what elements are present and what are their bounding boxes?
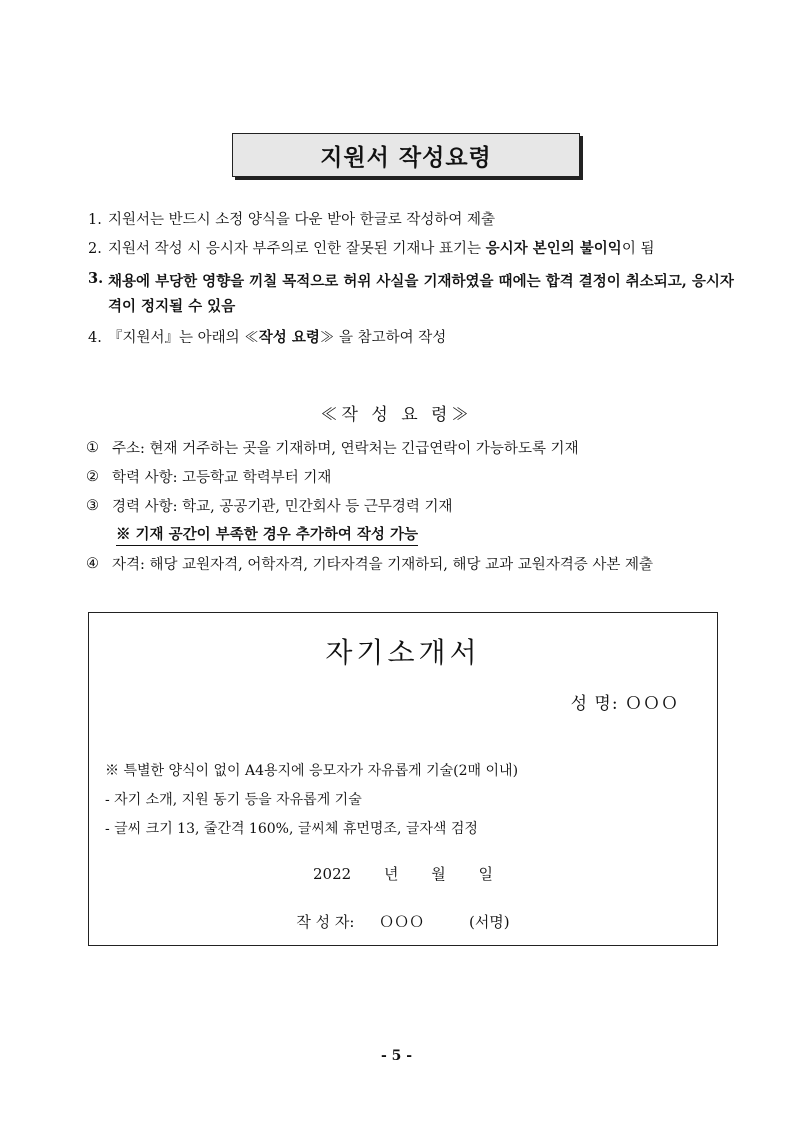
signature-line <box>89 911 717 932</box>
name-value: ＯＯＯ <box>625 694 679 714</box>
rule-number: 4. <box>88 330 102 347</box>
rule-number: 2. <box>88 241 102 258</box>
self-introduction-box <box>88 612 718 946</box>
guide-list <box>86 433 746 578</box>
guide-title: ≪작 성 요 령≫ <box>320 405 473 425</box>
instruction-line: ※ 특별한 양식이 없이 A4용지에 응모자가 자유롭게 기술(2매 이내) <box>105 762 519 779</box>
guide-text: 경력 사항: 학교, 공공기관, 민간회사 등 근무경력 기재 <box>112 499 453 515</box>
instruction-line: - 글씨 크기 13, 줄간격 160%, 글씨체 휴먼명조, 글자색 검정 <box>105 820 478 837</box>
rule-item-1 <box>88 210 738 230</box>
rule-number: 1. <box>88 212 102 228</box>
date-year-unit: 년 <box>383 865 399 883</box>
guide-text: 자격: 해당 교원자격, 어학자격, 기타자격을 기재하되, 해당 교과 교원자격증 사본 제출 <box>112 557 654 573</box>
guide-text: 주소: 현재 거주하는 곳을 기재하며, 연락처는 긴급연락이 가능하도록 기재 <box>112 441 579 457</box>
guide-mark: ③ <box>86 497 99 514</box>
date-day-unit: 일 <box>478 865 494 883</box>
signer-value: ＯＯＯ <box>379 913 425 931</box>
self-introduction-title: 자기소개서 <box>325 636 481 669</box>
rule-text <box>108 239 738 259</box>
guide-item-address <box>86 433 746 462</box>
guide-note <box>86 520 746 549</box>
rule-text-bold: 작성 요령 <box>258 329 320 347</box>
guide-item-education <box>86 462 746 491</box>
guide-mark: ① <box>86 439 99 456</box>
rule-item-3 <box>88 269 738 320</box>
rule-number: 3. <box>88 269 104 287</box>
date-year: 2022 <box>312 865 352 883</box>
instruction-line: - 자기 소개, 지원 동기 등을 자유롭게 기술 <box>105 791 362 808</box>
rule-text-bold: 응시자 본인의 불이익 <box>485 240 622 258</box>
date-month-unit: 월 <box>431 865 446 883</box>
name-label: 성 명: <box>570 694 619 714</box>
rule-text-after: 이 됨 <box>621 241 655 258</box>
title-box <box>232 133 580 177</box>
rule-text <box>108 328 738 348</box>
rule-text: 지원서는 반드시 소정 양식을 다운 받아 한글로 작성하여 제출 <box>108 212 496 228</box>
page-title: 지원서 작성요령 <box>320 144 492 171</box>
guide-mark: ② <box>86 468 99 485</box>
rules-list <box>88 210 738 358</box>
guide-mark: ④ <box>86 555 99 572</box>
instruction-lines <box>105 755 518 842</box>
date-line <box>89 863 717 884</box>
signer-label: 작 성 자: <box>296 913 355 931</box>
guide-item-career <box>86 491 746 520</box>
signature-label: (서명) <box>468 913 510 931</box>
guide-text: 학력 사항: 고등학교 학력부터 기재 <box>112 470 332 486</box>
page-number: - 5 - <box>380 1048 413 1064</box>
rule-text-before: 『지원서』는 아래의 ≪ <box>108 330 259 347</box>
guide-item-qualification <box>86 549 746 578</box>
rule-item-2 <box>88 239 738 259</box>
rule-item-4 <box>88 328 738 348</box>
applicant-name <box>571 689 679 714</box>
rule-text-before: 지원서 작성 시 응시자 부주의로 인한 잘못된 기재나 표기는 <box>108 241 486 258</box>
guide-note-text: ※ 기재 공간이 부족한 경우 추가하여 작성 가능 <box>116 523 418 546</box>
rule-text: 채용에 부당한 영향을 끼칠 목적으로 허위 사실을 기재하였을 때에는 합격 결정이 취소되고, 응시자격이 정지될 수 있음 <box>108 272 734 315</box>
rule-text-after: ≫ 을 참고하여 작성 <box>319 330 447 347</box>
